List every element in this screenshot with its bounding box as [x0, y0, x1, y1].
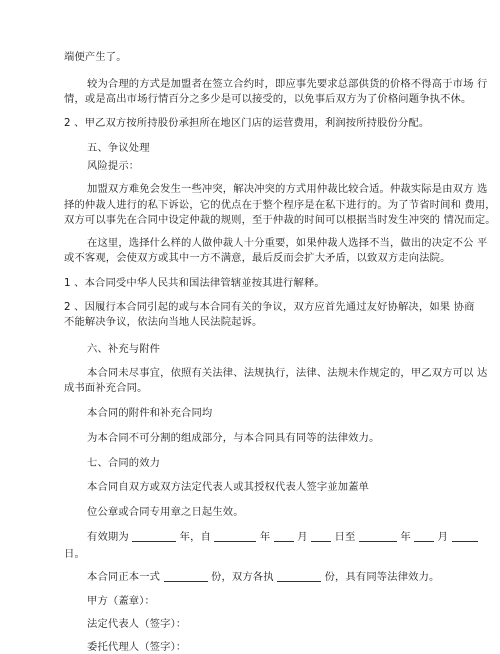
paragraph-line: 位公章或合同专用章之日起生效。: [87, 506, 244, 518]
paragraph-line: 端便产生了。: [64, 51, 127, 63]
paragraph-line: 本合同自双方或双方法定代表人或其授权代表人签字並加蓋单: [87, 481, 370, 493]
legal-representative-label: 法定代表人（签字）：: [87, 618, 187, 630]
paragraph-line: 情，或是高出市场行情百分之多少是可以接受的，以免事后双方为了价格问题争执不休。: [64, 93, 472, 105]
validity-text: 年，自: [179, 531, 212, 543]
validity-text: 日至: [334, 531, 356, 543]
paragraph-line: 成书面补充合同。: [64, 382, 148, 394]
copies-text: 份，具有同等法律效力。: [324, 571, 440, 583]
section-heading: 五、争议处理: [87, 142, 150, 154]
validity-text: 有效期为: [87, 531, 129, 543]
paragraph-line: 本合同的附件和补充合同均: [87, 407, 213, 419]
party-a-seal-label: 甲方（蓋章）：: [87, 595, 155, 607]
clause-1: 1 、本合同受中华人民共和国法律管辖並按其进行解释。: [64, 277, 325, 289]
paragraph-line: 双方可以事先在合同中设定仲裁的规则，至于仲裁的时间可以根据当时发生冲突的 情况而定。: [64, 214, 496, 226]
section-heading: 七、合同的效力: [87, 457, 161, 469]
paragraph-line: 在这里，选择什么样的人做仲裁人十分重要，如果仲裁人选择不当，做出的决定不公 平: [87, 237, 488, 249]
copies-text: 本合同正本一式: [87, 571, 161, 583]
blank-field[interactable]: [274, 530, 294, 542]
validity-text: 月: [437, 531, 449, 543]
risk-warning-label: 风险提示：: [87, 160, 140, 172]
paragraph-line: 较为合理的方式是加盟者在签立合约时，即应事先要求总部供货的价格不得高于市场 行: [87, 78, 488, 90]
copies-text: 份，双方各执: [211, 571, 274, 583]
blank-field[interactable]: [414, 530, 434, 542]
validity-text: 年: [400, 531, 411, 543]
paragraph-line: 日。: [64, 548, 85, 560]
paragraph-line: 加盟双方难免会发生一些冲突，解决冲突的方式用仲裁比较合适。仲裁实际是由双方 选: [87, 183, 488, 195]
blank-field[interactable]: [277, 570, 321, 582]
validity-text: 月: [297, 531, 308, 543]
blank-field[interactable]: [214, 530, 256, 542]
blank-field[interactable]: [311, 530, 331, 542]
authorized-agent-label: 委托代理人（签字）：: [87, 641, 187, 653]
paragraph-line: 本合同未尽事宜，依照有关法律、法规执行，法律、法规未作规定的，甲乙双方可以 达: [87, 367, 488, 379]
paragraph-line: 择的仲裁人进行的私下诉讼，它的优点在于整个程序是在私下进行的。为了节省时间和 费用，: [64, 199, 496, 211]
blank-field[interactable]: [132, 530, 176, 542]
validity-period-line: [87, 530, 478, 544]
copies-line: [87, 570, 440, 584]
paragraph-line: 不能解决争议，依法向当地人民法院起诉。: [64, 316, 263, 328]
blank-field[interactable]: [359, 530, 397, 542]
validity-text: 年: [259, 531, 271, 543]
clause-2: 2 、甲乙双方按所持股份承担所在地区门店的运营费用，利润按所持股份分配。: [64, 117, 430, 129]
section-heading: 六、补充与附件: [87, 343, 161, 355]
blank-field[interactable]: [164, 570, 208, 582]
paragraph-line: 或不客观，会使双方或其中一方不满意，最后反而会扩大矛盾，以致双方走向法院。: [64, 252, 451, 264]
paragraph-line: 为本合同不可分割的组成部分，与本合同具有同等的法律效力。: [87, 432, 380, 444]
blank-field[interactable]: [452, 530, 478, 542]
clause-2: 2 、因履行本合同引起的或与本合同有关的争议，双方应首先通过友好协解决，如果 协商: [64, 301, 475, 313]
